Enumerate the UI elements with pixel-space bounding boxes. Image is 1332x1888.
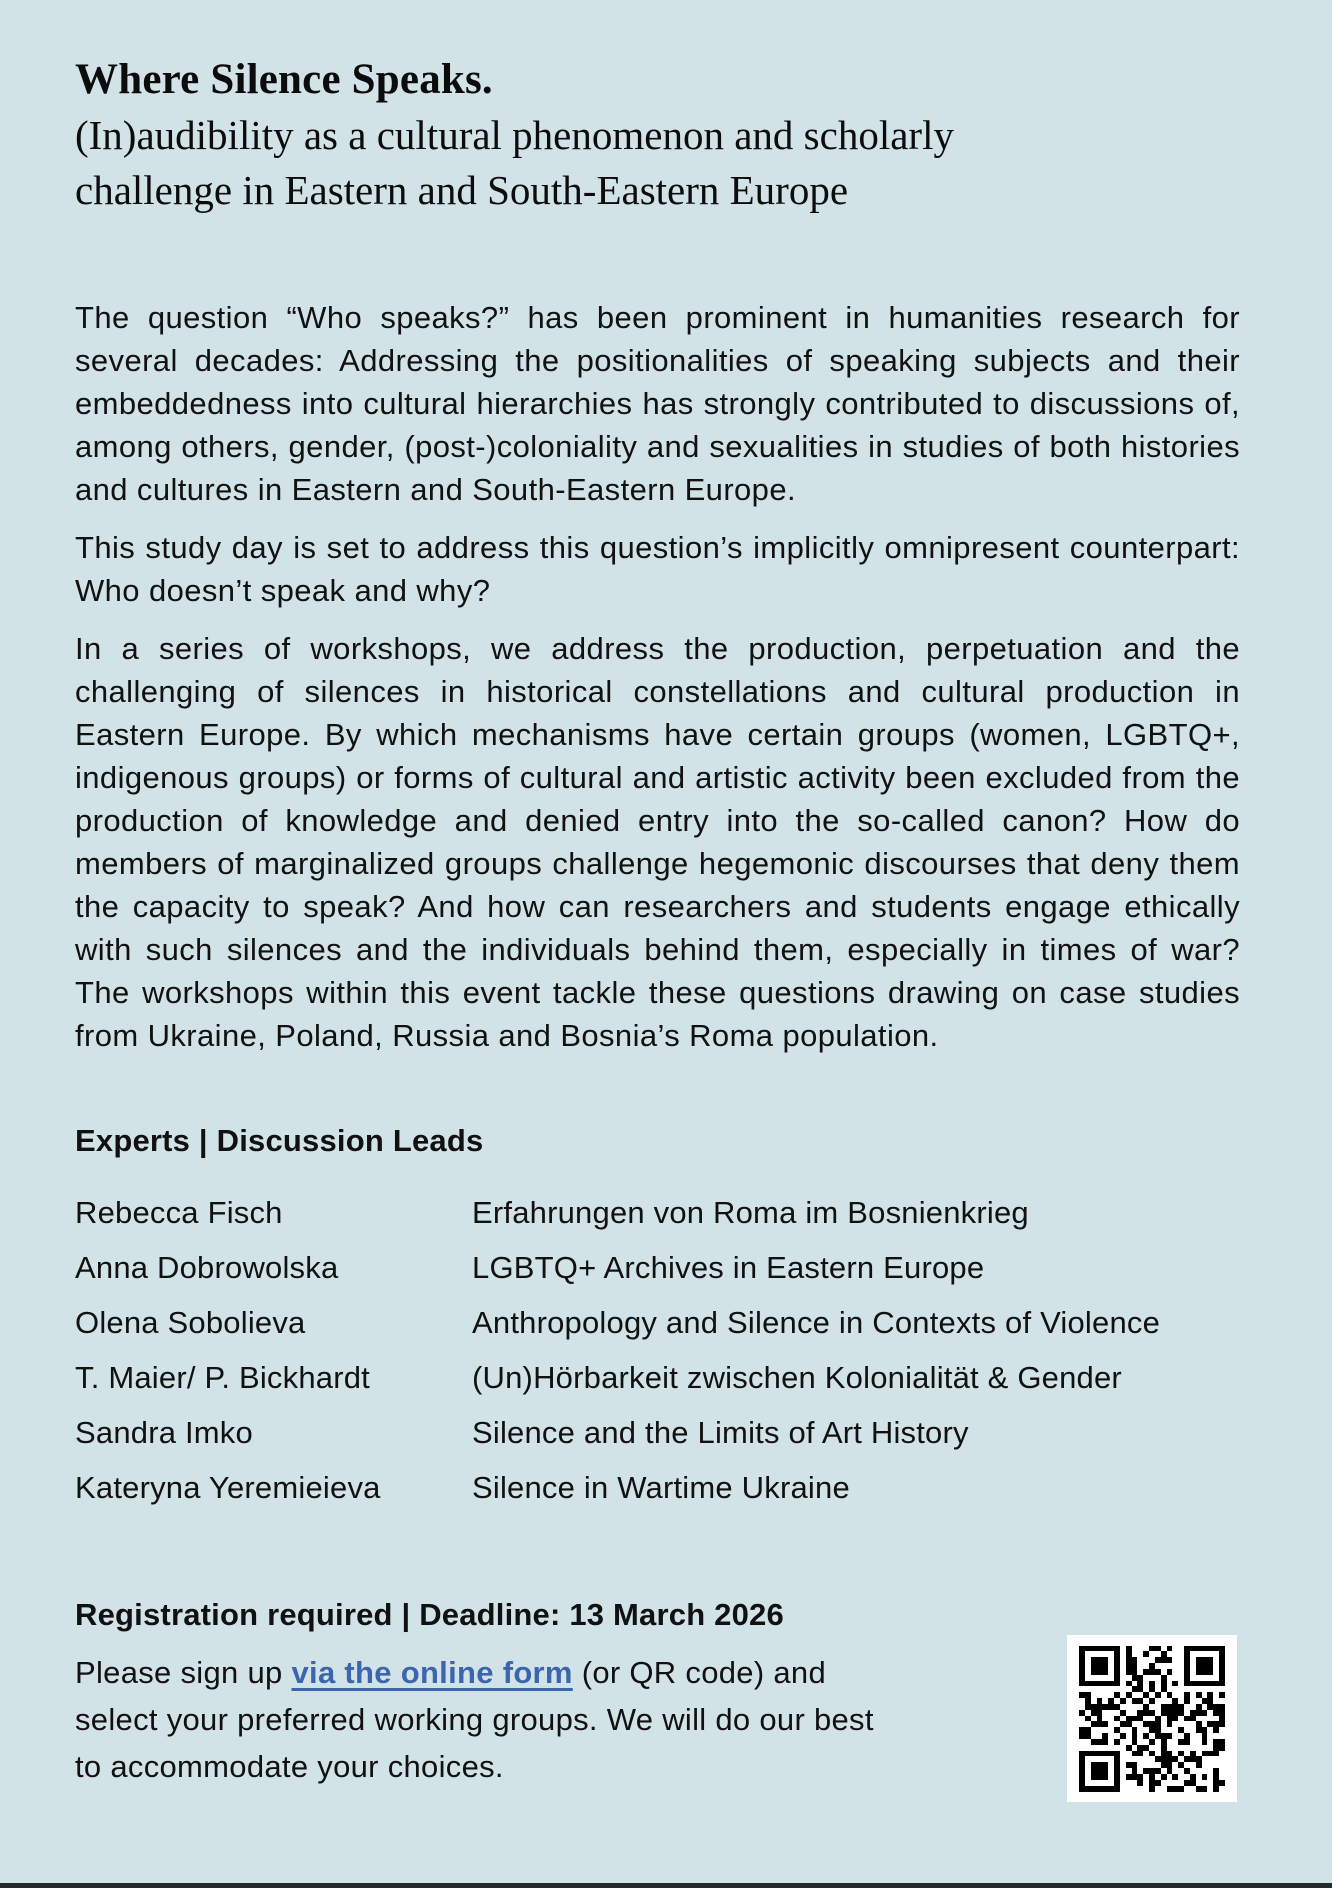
expert-topic: (Un)Hörbarkeit zwischen Kolonialität & Gender (472, 1360, 1122, 1395)
page-subtitle-line-2: challenge in Eastern and South-Eastern Europe (75, 167, 849, 213)
online-form-link[interactable]: via the online form (291, 1655, 573, 1690)
expert-name: T. Maier/ P. Bickhardt (75, 1360, 370, 1395)
page-title: Where Silence Speaks. (75, 56, 493, 103)
footer-bar (0, 1883, 1332, 1888)
intro-section (75, 296, 1240, 1057)
expert-name: Rebecca Fisch (75, 1195, 283, 1230)
expert-name: Anna Dobrowolska (75, 1250, 339, 1285)
expert-row (75, 1360, 1240, 1415)
registration-section (75, 1597, 1240, 1790)
expert-row (75, 1195, 1240, 1250)
experts-table (75, 1195, 1240, 1525)
intro-paragraph-2: This study day is set to address this question’s implicitly omnipresent counterpart: Who doesn’t speak and why? (75, 530, 1240, 608)
signup-text (75, 1649, 895, 1790)
expert-topic: Silence in Wartime Ukraine (472, 1470, 850, 1505)
intro-paragraph-1: The question “Who speaks?” has been prominent in humanities research for several decades: Addressing the positionalities of speaking subjects and their embeddedness into cultural hierarchies has strongly contributed to discussions of, among others, gender, (post-)coloniality and sexualities in studies of both histories and cultures in Eastern and South-Eastern Europe. (75, 300, 1240, 507)
expert-topic: Anthropology and Silence in Contexts of Violence (472, 1305, 1161, 1340)
expert-topic: Erfahrungen von Roma im Bosnienkrieg (472, 1195, 1029, 1230)
expert-row (75, 1305, 1240, 1360)
expert-row (75, 1250, 1240, 1305)
signup-prefix: Please sign up (75, 1655, 292, 1690)
qr-code-modules (1079, 1646, 1225, 1792)
expert-row (75, 1415, 1240, 1470)
expert-topic: LGBTQ+ Archives in Eastern Europe (472, 1250, 985, 1285)
signup-suffix: (or QR code) and select your preferred working groups. We will do our best to accommodate your choices. (75, 1655, 874, 1784)
expert-topic: Silence and the Limits of Art History (472, 1415, 969, 1450)
expert-name: Olena Sobolieva (75, 1305, 306, 1340)
registration-heading: Registration required | Deadline: 13 March 2026 (75, 1597, 784, 1632)
expert-name: Kateryna Yeremieieva (75, 1470, 381, 1505)
qr-code (1067, 1635, 1237, 1802)
page-subtitle-line-1: (In)audibility as a cultural phenomenon and scholarly (75, 112, 954, 158)
expert-name: Sandra Imko (75, 1415, 253, 1450)
experts-heading: Experts | Discussion Leads (75, 1123, 484, 1158)
header (75, 52, 1240, 218)
intro-paragraph-3: In a series of workshops, we address the production, perpetuation and the challenging of silences in historical constellations and cultural production in Eastern Europe. By which mechanisms have certain groups (women, LGBTQ+, indigenous groups) or forms of cultural and artistic activity been excluded from the production of knowledge and denied entry into the so-called canon? How do members of marginalized groups challenge hegemonic discourses that deny them the capacity to speak? And how can researchers and students engage ethically with such silences and the individuals behind them, especially in times of war? The workshops within this event tackle these questions drawing on case studies from Ukraine, Poland, Russia and Bosnia’s Roma population. (75, 631, 1240, 1053)
expert-row (75, 1470, 1240, 1525)
